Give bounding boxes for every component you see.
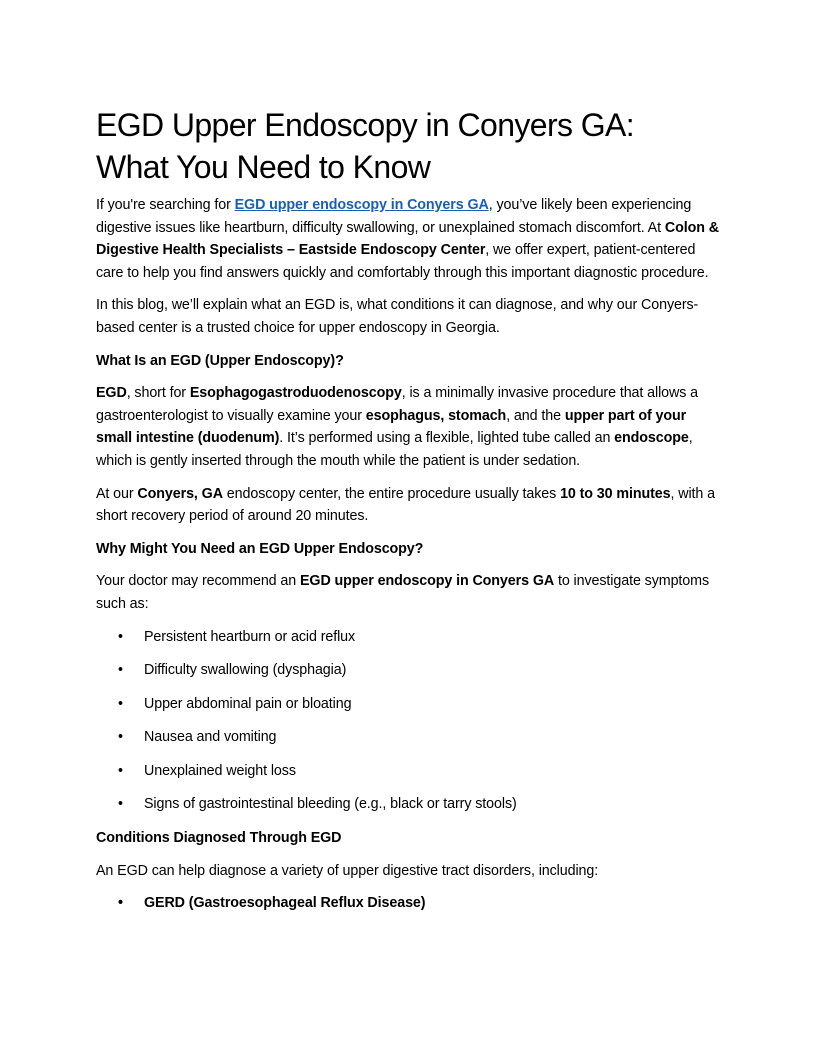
text: At our	[96, 485, 138, 502]
intro-paragraph	[96, 194, 724, 284]
list-item: • Upper abdominal pain or bloating	[96, 693, 724, 716]
title-line-2: What You Need to Know	[96, 149, 431, 185]
bold-organs: esophagus, stomach	[365, 407, 507, 424]
practice-name: Colon & Digestive Health Specialists – Eastside Endoscopy Center	[96, 219, 719, 259]
text: endoscopy center, the entire procedure usually takes	[222, 485, 561, 502]
list-item: • Persistent heartburn or acid reflux	[96, 626, 724, 649]
list-item: • Unexplained weight loss	[96, 760, 724, 783]
bold-term: Esophagogastroduodenoscopy	[189, 385, 402, 402]
list-item: • Difficulty swallowing (dysphagia)	[96, 659, 724, 682]
bold-endoscope: endoscope	[614, 430, 689, 447]
title-line-1: EGD Upper Endoscopy in Conyers GA:	[96, 107, 635, 143]
intro-text-2: , you’ve likely been experiencing digestive issues like heartburn, difficulty swallowing, or unexplained stomach discomfort. At	[96, 197, 692, 236]
section-heading-conditions: Conditions Diagnosed Through EGD	[96, 830, 342, 847]
list-item: • GERD (Gastroesophageal Reflux Disease)	[96, 892, 724, 915]
intro-text-3: , we offer expert, patient-centered care to help you find answers quickly and comfortably through this important diagnostic procedure.	[96, 242, 709, 281]
bold-location: Conyers, GA	[137, 485, 223, 502]
symptoms-list	[96, 626, 724, 817]
egd-conyers-link[interactable]: EGD upper endoscopy in Conyers GA	[234, 197, 489, 213]
conditions-list	[96, 892, 724, 915]
egd-definition-paragraph	[96, 382, 724, 472]
section-heading-why-need-egd: Why Might You Need an EGD Upper Endoscopy?	[96, 540, 424, 557]
blog-overview-paragraph: In this blog, we’ll explain what an EGD is, what conditions it can diagnose, and why our Conyers-based center is a trusted choice for upper endoscopy in Georgia.	[96, 297, 699, 336]
text: , short for	[126, 385, 190, 402]
page-title	[96, 104, 724, 188]
text: to investigate symptoms such as:	[96, 573, 710, 612]
text: , which is gently inserted through the mouth while the patient is under sedation.	[96, 430, 693, 469]
list-item: • Nausea and vomiting	[96, 726, 724, 749]
bold-duration: 10 to 30 minutes	[560, 485, 671, 502]
list-item: • Signs of gastrointestinal bleeding (e.g., black or tarry stools)	[96, 793, 724, 816]
bold-duodenum: upper part of your small intestine (duodenum)	[96, 407, 687, 447]
bold-service: EGD upper endoscopy in Conyers GA	[299, 573, 555, 590]
symptoms-intro-paragraph	[96, 570, 724, 615]
procedure-duration-paragraph	[96, 483, 724, 528]
text: , with a short recovery period of around 20 minutes.	[96, 485, 715, 525]
document-page	[96, 104, 724, 926]
text: . It’s performed using a flexible, lighted tube called an	[279, 430, 615, 447]
text: , is a minimally invasive procedure that allows a gastroenterologist to visually examine your	[96, 385, 698, 424]
intro-text-1: If you're searching for	[96, 197, 235, 213]
section-heading-what-is-egd: What Is an EGD (Upper Endoscopy)?	[96, 352, 344, 369]
text: Your doctor may recommend an	[96, 573, 300, 590]
text: , and the	[506, 407, 565, 424]
bold-egd: EGD	[96, 385, 127, 402]
conditions-intro-paragraph: An EGD can help diagnose a variety of upper digestive tract disorders, including:	[96, 862, 599, 879]
